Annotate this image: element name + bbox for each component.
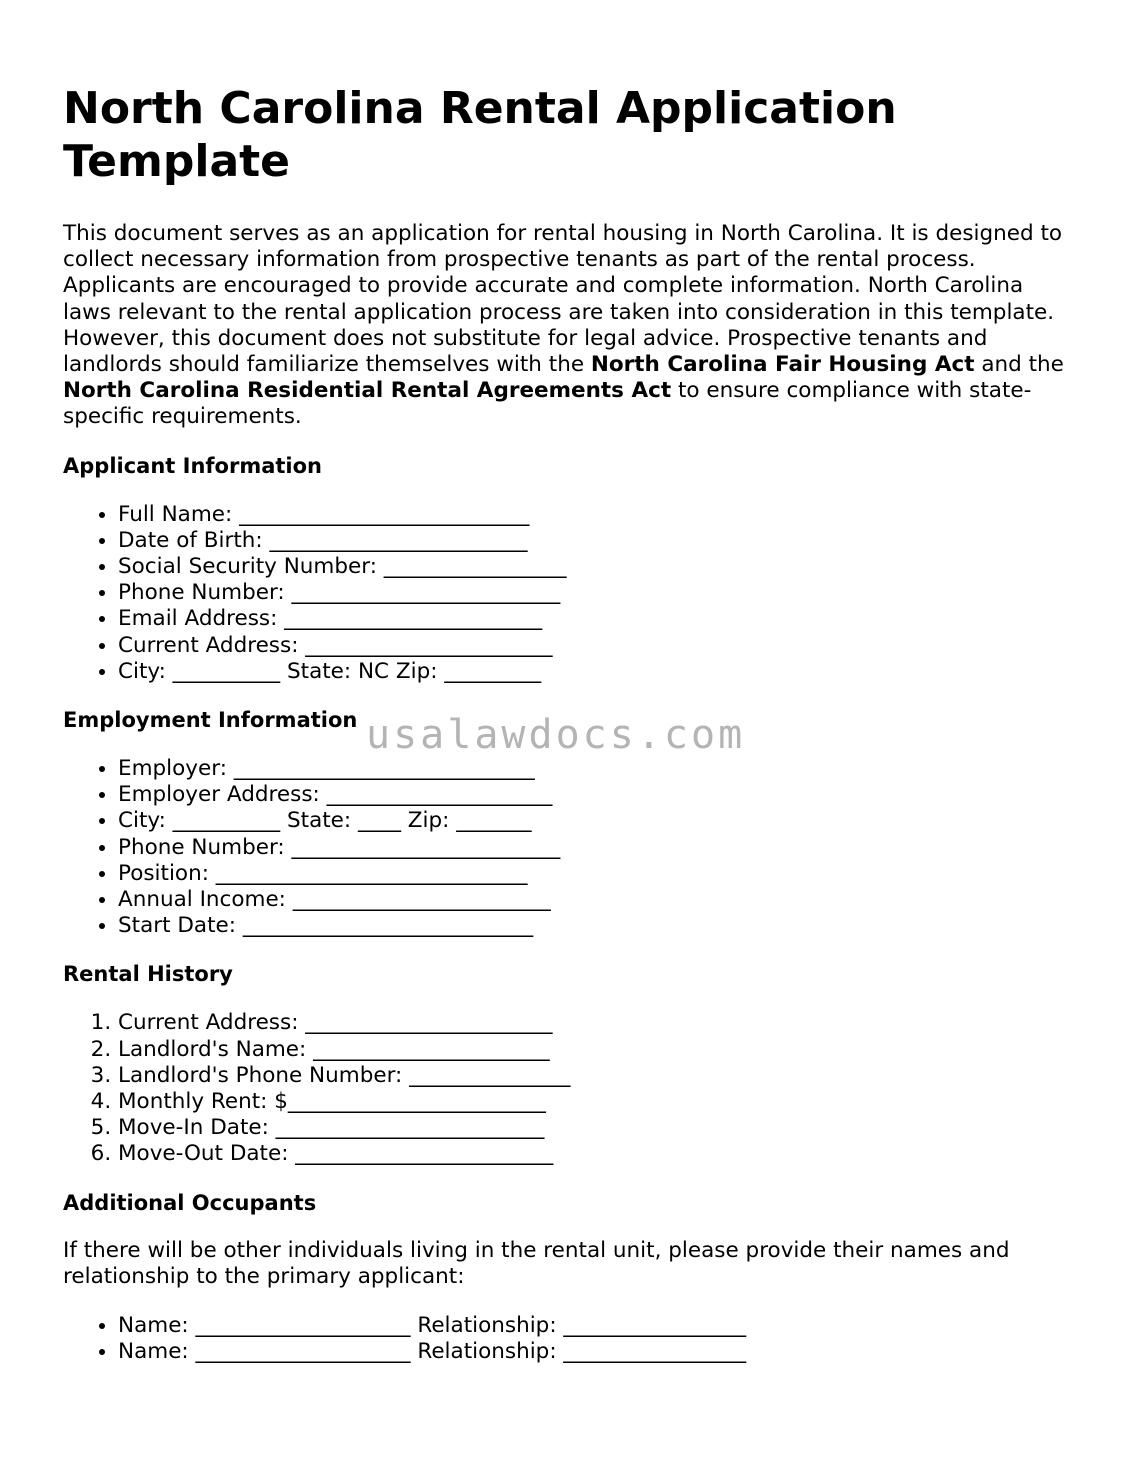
occupant-name-relationship-field: • Name: ____________________ Relationship: _________________ <box>118 1313 1073 1339</box>
ssn-field: • Social Security Number: _________________ <box>118 554 1073 580</box>
fair-housing-act-label: North Carolina Fair Housing Act <box>590 352 975 378</box>
watermark: usalawdocs.com <box>366 712 746 758</box>
rental-history-heading: Rental History <box>63 962 233 987</box>
rental-current-address-field: 1. Current Address: _______________________ <box>118 1010 1073 1036</box>
additional-occupants-instructions: If there will be other individuals living in the rental unit, please provide their names and relationship to the primary applicant: <box>63 1237 1010 1289</box>
applicant-information-section <box>63 453 1073 685</box>
additional-occupants-section <box>63 1190 1073 1366</box>
additional-occupants-heading: Additional Occupants <box>63 1190 317 1215</box>
applicant-field-list <box>63 502 1073 685</box>
position-field: • Position: _____________________________ <box>118 861 1073 887</box>
move-in-date-field: 5. Move-In Date: _________________________ <box>118 1115 1073 1141</box>
intro-paragraph <box>63 221 1073 431</box>
landlord-phone-field: 3. Landlord's Phone Number: _______________ <box>118 1063 1073 1089</box>
employer-address-field: • Employer Address: _____________________ <box>118 782 1073 808</box>
employer-city-state-zip-field: • City: __________ State: ____ Zip: _______ <box>118 808 1073 834</box>
applicant-information-heading: Applicant Information <box>63 453 322 478</box>
start-date-field: • Start Date: ___________________________ <box>118 913 1073 939</box>
employment-information-heading: Employment Information <box>63 708 358 733</box>
annual-income-field: • Annual Income: ________________________ <box>118 887 1073 913</box>
employer-phone-field: • Phone Number: _________________________ <box>118 835 1073 861</box>
email-address-field: • Email Address: ________________________ <box>118 606 1073 632</box>
document-page <box>63 0 1073 1366</box>
intro-text-2: and the <box>974 352 1064 378</box>
rental-history-section <box>63 961 1073 1167</box>
city-state-zip-field: • City: __________ State: NC Zip: _________ <box>118 659 1073 685</box>
landlord-name-field: 2. Landlord's Name: ______________________ <box>118 1037 1073 1063</box>
residential-rental-act-label: North Carolina Residential Rental Agreements Act <box>63 378 672 404</box>
intro-text-1: This document serves as an application for rental housing in North Carolina. It is designed to collect necessary information from prospective tenants as part of the rental process. Applicants are encouraged to provide accurate and complete information. North Carolina laws relevant to the rental application process are taken into consideration in this template. However, this document does not substitute for legal advice. Prospective tenants and landlords should familiarize themselves with the <box>63 221 1063 378</box>
occupant-name-relationship-field: • Name: ____________________ Relationship: _________________ <box>118 1339 1073 1365</box>
employment-field-list <box>63 756 1073 939</box>
intro-text-3: to ensure compliance with state-specific requirements. <box>63 378 1032 430</box>
full-name-field: • Full Name: ___________________________ <box>118 502 1073 528</box>
employer-field: • Employer: ____________________________ <box>118 756 1073 782</box>
page-title: North Carolina Rental Application Template <box>63 83 897 187</box>
rental-history-field-list <box>63 1010 1073 1167</box>
phone-number-field: • Phone Number: _________________________ <box>118 580 1073 606</box>
date-of-birth-field: • Date of Birth: ________________________ <box>118 528 1073 554</box>
monthly-rent-field: 4. Monthly Rent: $________________________ <box>118 1089 1073 1115</box>
occupant-field-list <box>63 1313 1073 1365</box>
move-out-date-field: 6. Move-Out Date: ________________________ <box>118 1141 1073 1167</box>
current-address-field: • Current Address: _______________________ <box>118 633 1073 659</box>
